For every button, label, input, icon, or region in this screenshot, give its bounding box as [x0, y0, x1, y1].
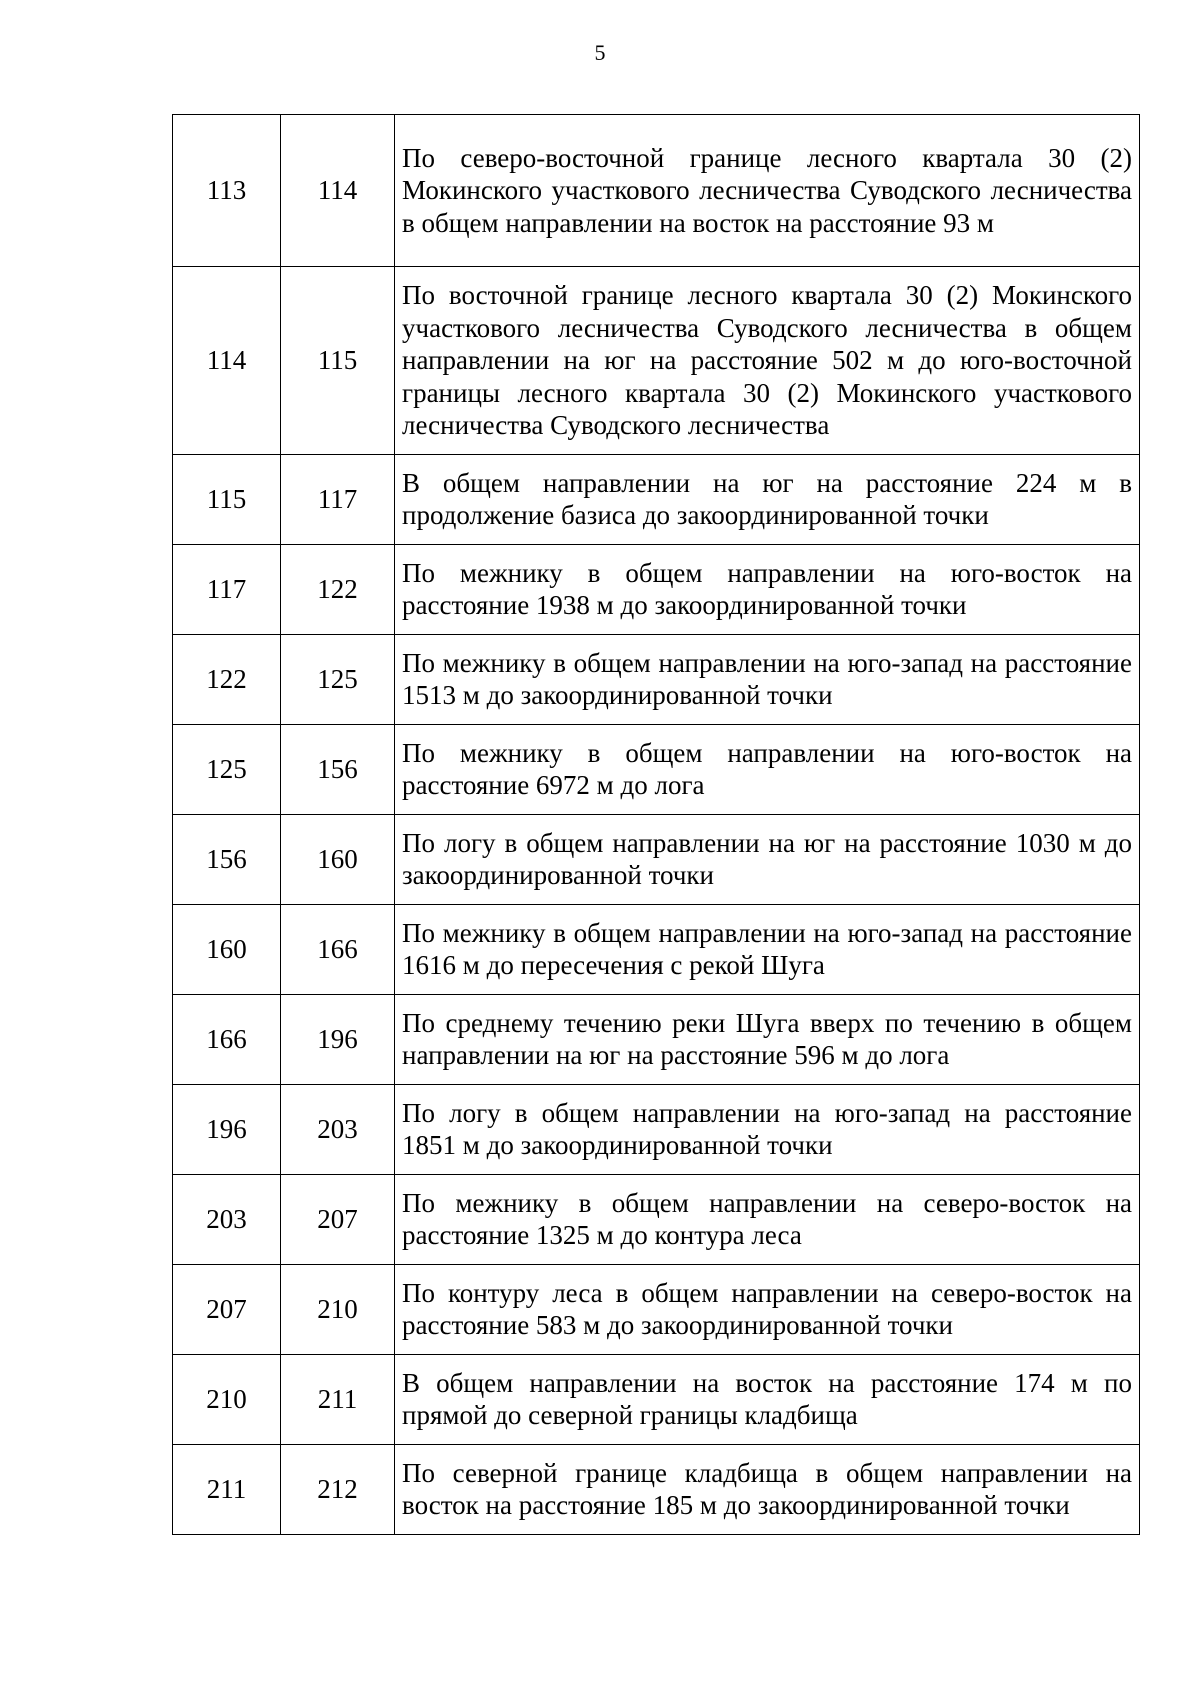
- to-point-cell: 207: [281, 1174, 395, 1264]
- table-row: [173, 634, 1140, 724]
- to-point-cell: 203: [281, 1084, 395, 1174]
- to-point-cell: 115: [281, 267, 395, 455]
- description-cell: По логу в общем направлении на юго-запад на расстояние 1851 м до закоординированной точки: [395, 1084, 1140, 1174]
- table-row: [173, 994, 1140, 1084]
- from-point-cell: 117: [173, 544, 281, 634]
- from-point-cell: 210: [173, 1354, 281, 1444]
- from-point-cell: 166: [173, 994, 281, 1084]
- table-row: [173, 454, 1140, 544]
- description-cell: По восточной границе лесного квартала 30 (2) Мокинского участкового лесничества Суводского лесничества в общем направлении на юг на расстояние 502 м до юго-восточной границы лесного квартала 30 (2) Мокинского участкового лесничества Суводского лесничества: [395, 267, 1140, 455]
- table-row: [173, 1354, 1140, 1444]
- from-point-cell: 122: [173, 634, 281, 724]
- table-row: [173, 267, 1140, 455]
- description-cell: По межнику в общем направлении на юго-восток на расстояние 6972 м до лога: [395, 724, 1140, 814]
- from-point-cell: 160: [173, 904, 281, 994]
- from-point-cell: 207: [173, 1264, 281, 1354]
- description-cell: По межнику в общем направлении на юго-восток на расстояние 1938 м до закоординированной точки: [395, 544, 1140, 634]
- table-row: [173, 544, 1140, 634]
- to-point-cell: 125: [281, 634, 395, 724]
- to-point-cell: 211: [281, 1354, 395, 1444]
- table-row: [173, 1174, 1140, 1264]
- to-point-cell: 212: [281, 1444, 395, 1534]
- description-cell: По северной границе кладбища в общем направлении на восток на расстояние 185 м до закоординированной точки: [395, 1444, 1140, 1534]
- description-cell: По среднему течению реки Шуга вверх по течению в общем направлении на юг на расстояние 596 м до лога: [395, 994, 1140, 1084]
- description-cell: По межнику в общем направлении на юго-запад на расстояние 1616 м до пересечения с рекой Шуга: [395, 904, 1140, 994]
- from-point-cell: 196: [173, 1084, 281, 1174]
- to-point-cell: 160: [281, 814, 395, 904]
- from-point-cell: 114: [173, 267, 281, 455]
- description-cell: В общем направлении на восток на расстояние 174 м по прямой до северной границы кладбища: [395, 1354, 1140, 1444]
- description-cell: По межнику в общем направлении на юго-запад на расстояние 1513 м до закоординированной точки: [395, 634, 1140, 724]
- table-row: [173, 115, 1140, 267]
- table-row: [173, 1444, 1140, 1534]
- to-point-cell: 114: [281, 115, 395, 267]
- table-row: [173, 1084, 1140, 1174]
- table-row: [173, 1264, 1140, 1354]
- description-cell: По логу в общем направлении на юг на расстояние 1030 м до закоординированной точки: [395, 814, 1140, 904]
- from-point-cell: 115: [173, 454, 281, 544]
- table-row: [173, 724, 1140, 814]
- description-cell: В общем направлении на юг на расстояние 224 м в продолжение базиса до закоординированной точки: [395, 454, 1140, 544]
- table-body: [173, 115, 1140, 1535]
- to-point-cell: 210: [281, 1264, 395, 1354]
- to-point-cell: 122: [281, 544, 395, 634]
- table-row: [173, 814, 1140, 904]
- table-row: [173, 904, 1140, 994]
- page-number: 5: [594, 40, 606, 65]
- to-point-cell: 166: [281, 904, 395, 994]
- description-cell: По межнику в общем направлении на северо-восток на расстояние 1325 м до контура леса: [395, 1174, 1140, 1264]
- from-point-cell: 125: [173, 724, 281, 814]
- description-cell: По контуру леса в общем направлении на северо-восток на расстояние 583 м до закоординированной точки: [395, 1264, 1140, 1354]
- description-cell: По северо-восточной границе лесного квартала 30 (2) Мокинского участкового лесничества Суводского лесничества в общем направлении на восток на расстояние 93 м: [395, 115, 1140, 267]
- from-point-cell: 113: [173, 115, 281, 267]
- to-point-cell: 196: [281, 994, 395, 1084]
- to-point-cell: 117: [281, 454, 395, 544]
- from-point-cell: 211: [173, 1444, 281, 1534]
- from-point-cell: 156: [173, 814, 281, 904]
- from-point-cell: 203: [173, 1174, 281, 1264]
- to-point-cell: 156: [281, 724, 395, 814]
- boundary-description-table: [172, 114, 1140, 1535]
